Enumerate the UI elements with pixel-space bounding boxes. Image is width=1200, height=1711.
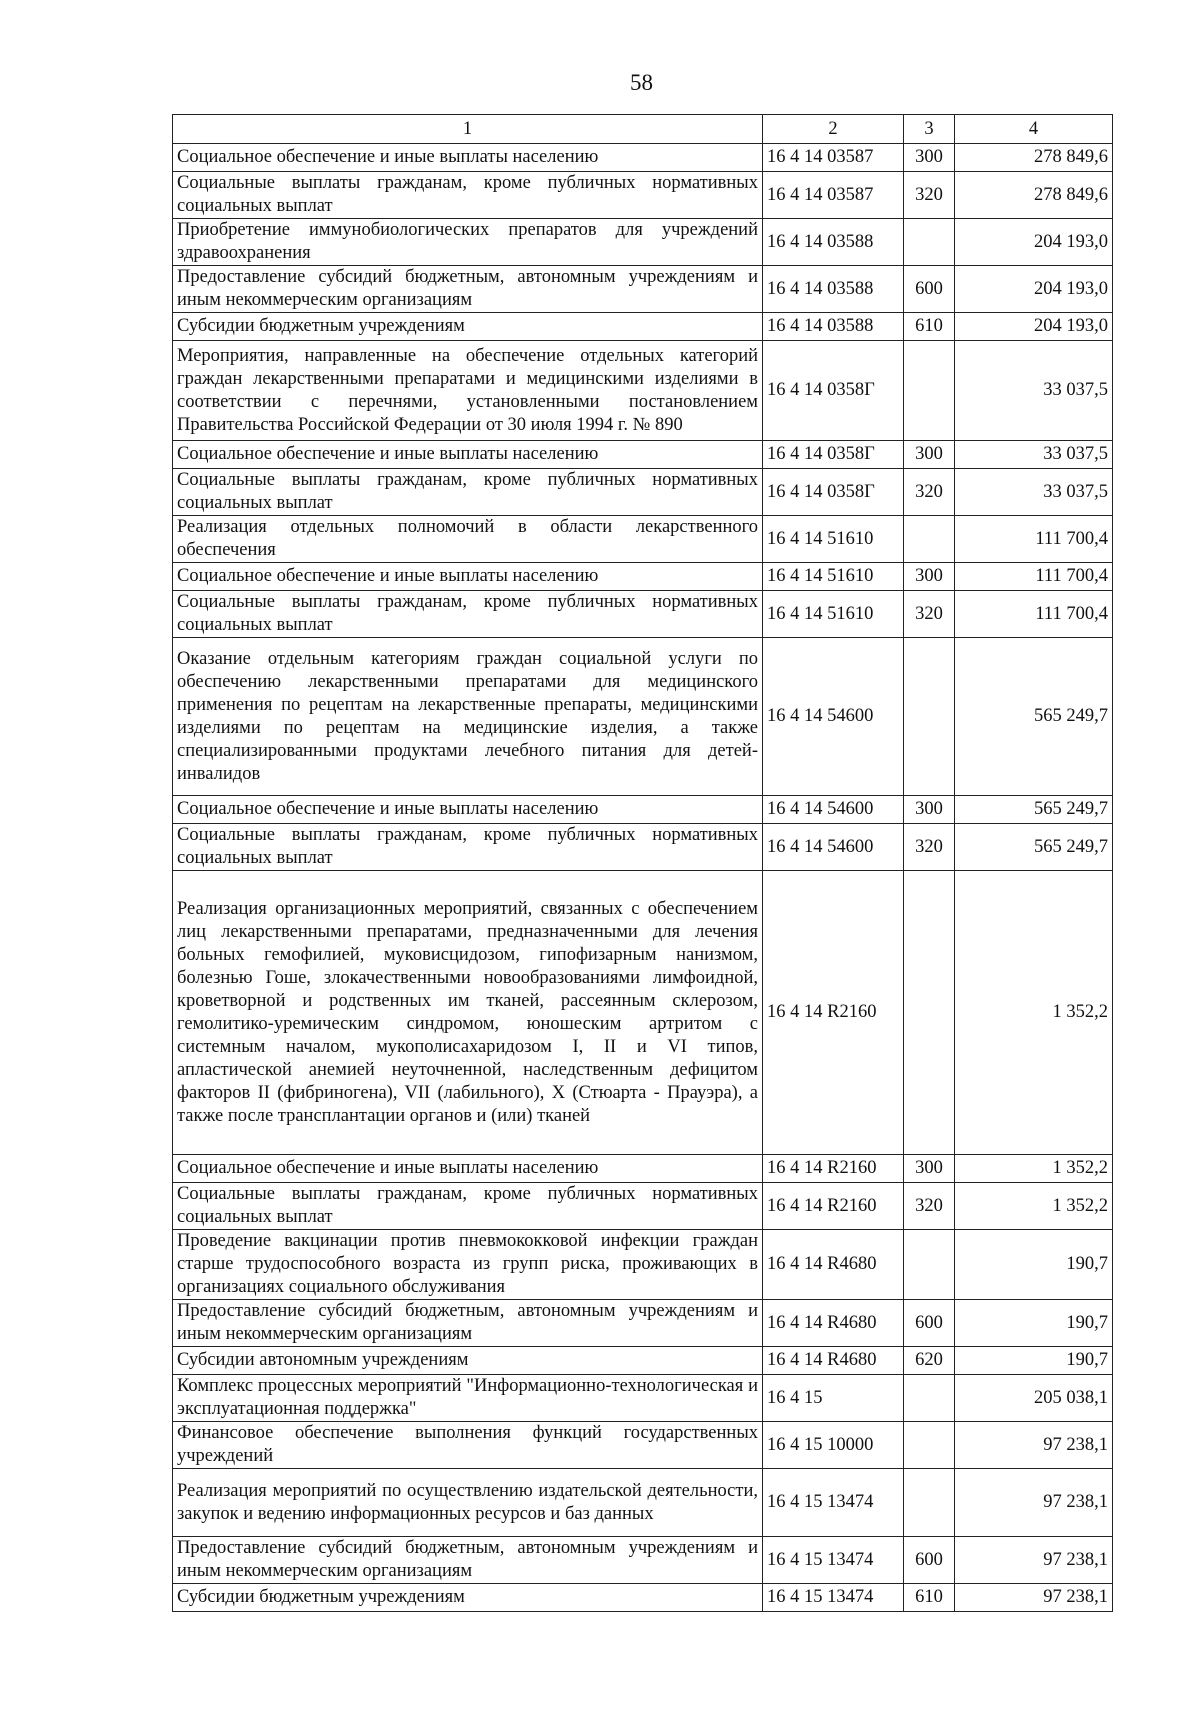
row-code-cell: 16 4 14 54600 bbox=[763, 824, 904, 871]
table-row bbox=[173, 1230, 1113, 1300]
row-code-cell: 16 4 14 51610 bbox=[763, 591, 904, 638]
row-code-cell: 16 4 14 0358Г bbox=[763, 341, 904, 441]
row-name-cell: Социальные выплаты гражданам, кроме публичных нормативных социальных выплат bbox=[173, 469, 763, 516]
row-expense-type-cell: 610 bbox=[904, 1584, 955, 1612]
column-header-4: 4 bbox=[955, 115, 1113, 144]
row-name-cell: Социальные выплаты гражданам, кроме публичных нормативных социальных выплат bbox=[173, 1183, 763, 1230]
row-amount-cell: 190,7 bbox=[955, 1347, 1113, 1375]
row-amount-cell: 278 849,6 bbox=[955, 144, 1113, 172]
row-amount-cell: 190,7 bbox=[955, 1230, 1113, 1300]
row-expense-type-cell: 620 bbox=[904, 1347, 955, 1375]
row-name-cell: Реализация отдельных полномочий в области лекарственного обеспечения bbox=[173, 516, 763, 563]
table-row bbox=[173, 469, 1113, 516]
row-expense-type-cell bbox=[904, 219, 955, 266]
row-name-cell: Предоставление субсидий бюджетным, автономным учреждениям и иным некоммерческим организациям bbox=[173, 266, 763, 313]
row-name-cell: Социальные выплаты гражданам, кроме публичных нормативных социальных выплат bbox=[173, 591, 763, 638]
row-expense-type-cell bbox=[904, 1230, 955, 1300]
row-amount-cell: 1 352,2 bbox=[955, 1183, 1113, 1230]
row-name-cell: Предоставление субсидий бюджетным, автономным учреждениям и иным некоммерческим организациям bbox=[173, 1537, 763, 1584]
row-expense-type-cell bbox=[904, 638, 955, 796]
row-expense-type-cell: 610 bbox=[904, 313, 955, 341]
row-code-cell: 16 4 14 R4680 bbox=[763, 1347, 904, 1375]
row-name-cell: Социальное обеспечение и иные выплаты населению bbox=[173, 1155, 763, 1183]
column-header-2: 2 bbox=[763, 115, 904, 144]
table-row bbox=[173, 172, 1113, 219]
row-amount-cell: 97 238,1 bbox=[955, 1537, 1113, 1584]
row-amount-cell: 204 193,0 bbox=[955, 313, 1113, 341]
row-code-cell: 16 4 14 03588 bbox=[763, 313, 904, 341]
row-amount-cell: 97 238,1 bbox=[955, 1584, 1113, 1612]
row-amount-cell: 111 700,4 bbox=[955, 516, 1113, 563]
table-header-row bbox=[173, 115, 1113, 144]
row-name-cell: Субсидии автономным учреждениям bbox=[173, 1347, 763, 1375]
table-row bbox=[173, 796, 1113, 824]
row-expense-type-cell bbox=[904, 1375, 955, 1422]
row-code-cell: 16 4 14 R2160 bbox=[763, 1155, 904, 1183]
row-name-cell: Социальные выплаты гражданам, кроме публичных нормативных социальных выплат bbox=[173, 172, 763, 219]
table-row bbox=[173, 591, 1113, 638]
row-expense-type-cell: 320 bbox=[904, 824, 955, 871]
row-amount-cell: 565 249,7 bbox=[955, 824, 1113, 871]
row-name-cell: Социальное обеспечение и иные выплаты населению bbox=[173, 144, 763, 172]
row-expense-type-cell: 300 bbox=[904, 563, 955, 591]
row-expense-type-cell: 320 bbox=[904, 469, 955, 516]
row-code-cell: 16 4 14 R2160 bbox=[763, 1183, 904, 1230]
row-expense-type-cell bbox=[904, 1469, 955, 1537]
row-amount-cell: 111 700,4 bbox=[955, 591, 1113, 638]
row-expense-type-cell: 600 bbox=[904, 1300, 955, 1347]
table-row bbox=[173, 1537, 1113, 1584]
row-code-cell: 16 4 14 0358Г bbox=[763, 441, 904, 469]
table-row bbox=[173, 1347, 1113, 1375]
column-header-3: 3 bbox=[904, 115, 955, 144]
row-expense-type-cell: 320 bbox=[904, 1183, 955, 1230]
row-name-cell: Социальное обеспечение и иные выплаты населению bbox=[173, 796, 763, 824]
row-expense-type-cell bbox=[904, 1422, 955, 1469]
row-name-cell: Реализация организационных мероприятий, связанных с обеспечением лиц лекарственными препаратами, предназначенными для лечения больных гемофилией, муковисцидозом, гипофизарным нанизмом, болезнью Гоше, злокачественными новообразованиями лимфоидной, кроветворной и родственных им тканей, рассеянным склерозом, гемолитико-уремическим синдромом, юношеским артритом с системным началом, мукополисахаридозом I, II и VI типов, апластической анемией неуточненной, наследственным дефицитом факторов II (фибриногена), VII (лабильного), X (Стюарта - Прауэра), а также после трансплантации органов и (или) тканей bbox=[173, 871, 763, 1155]
column-header-1: 1 bbox=[173, 115, 763, 144]
row-name-cell: Реализация мероприятий по осуществлению издательской деятельности, закупок и ведению информационных ресурсов и баз данных bbox=[173, 1469, 763, 1537]
row-expense-type-cell: 600 bbox=[904, 266, 955, 313]
row-code-cell: 16 4 14 03588 bbox=[763, 266, 904, 313]
row-expense-type-cell bbox=[904, 516, 955, 563]
row-expense-type-cell: 320 bbox=[904, 591, 955, 638]
row-amount-cell: 204 193,0 bbox=[955, 266, 1113, 313]
table-row bbox=[173, 563, 1113, 591]
row-code-cell: 16 4 14 51610 bbox=[763, 516, 904, 563]
table-row bbox=[173, 1422, 1113, 1469]
row-code-cell: 16 4 14 03588 bbox=[763, 219, 904, 266]
row-name-cell: Комплекс процессных мероприятий "Информационно-технологическая и эксплуатационная поддержка" bbox=[173, 1375, 763, 1422]
row-code-cell: 16 4 14 54600 bbox=[763, 796, 904, 824]
row-expense-type-cell bbox=[904, 341, 955, 441]
table-row bbox=[173, 1375, 1113, 1422]
row-name-cell: Субсидии бюджетным учреждениям bbox=[173, 1584, 763, 1612]
row-amount-cell: 190,7 bbox=[955, 1300, 1113, 1347]
row-name-cell: Финансовое обеспечение выполнения функций государственных учреждений bbox=[173, 1422, 763, 1469]
table-row bbox=[173, 313, 1113, 341]
table-row bbox=[173, 441, 1113, 469]
row-amount-cell: 278 849,6 bbox=[955, 172, 1113, 219]
row-expense-type-cell: 320 bbox=[904, 172, 955, 219]
row-code-cell: 16 4 14 51610 bbox=[763, 563, 904, 591]
budget-table-body bbox=[173, 115, 1113, 1612]
row-code-cell: 16 4 14 0358Г bbox=[763, 469, 904, 516]
row-name-cell: Проведение вакцинации против пневмококковой инфекции граждан старше трудоспособного возраста из групп риска, проживающих в организациях социального обслуживания bbox=[173, 1230, 763, 1300]
table-row bbox=[173, 1183, 1113, 1230]
row-name-cell: Социальные выплаты гражданам, кроме публичных нормативных социальных выплат bbox=[173, 824, 763, 871]
row-amount-cell: 97 238,1 bbox=[955, 1422, 1113, 1469]
row-expense-type-cell: 300 bbox=[904, 144, 955, 172]
row-code-cell: 16 4 15 13474 bbox=[763, 1469, 904, 1537]
row-code-cell: 16 4 14 R2160 bbox=[763, 871, 904, 1155]
row-amount-cell: 205 038,1 bbox=[955, 1375, 1113, 1422]
row-amount-cell: 33 037,5 bbox=[955, 341, 1113, 441]
row-code-cell: 16 4 15 10000 bbox=[763, 1422, 904, 1469]
row-amount-cell: 565 249,7 bbox=[955, 638, 1113, 796]
row-expense-type-cell: 300 bbox=[904, 796, 955, 824]
row-amount-cell: 97 238,1 bbox=[955, 1469, 1113, 1537]
row-code-cell: 16 4 15 13474 bbox=[763, 1537, 904, 1584]
row-expense-type-cell: 600 bbox=[904, 1537, 955, 1584]
table-row bbox=[173, 1469, 1113, 1537]
table-row bbox=[173, 266, 1113, 313]
row-code-cell: 16 4 15 13474 bbox=[763, 1584, 904, 1612]
row-expense-type-cell: 300 bbox=[904, 441, 955, 469]
row-amount-cell: 33 037,5 bbox=[955, 469, 1113, 516]
table-row bbox=[173, 1584, 1113, 1612]
row-name-cell: Предоставление субсидий бюджетным, автономным учреждениям и иным некоммерческим организациям bbox=[173, 1300, 763, 1347]
row-expense-type-cell bbox=[904, 871, 955, 1155]
row-code-cell: 16 4 14 03587 bbox=[763, 144, 904, 172]
table-row bbox=[173, 871, 1113, 1155]
table-row bbox=[173, 144, 1113, 172]
row-amount-cell: 204 193,0 bbox=[955, 219, 1113, 266]
row-name-cell: Социальное обеспечение и иные выплаты населению bbox=[173, 441, 763, 469]
table-row bbox=[173, 516, 1113, 563]
table-row bbox=[173, 219, 1113, 266]
row-name-cell: Приобретение иммунобиологических препаратов для учреждений здравоохранения bbox=[173, 219, 763, 266]
row-name-cell: Субсидии бюджетным учреждениям bbox=[173, 313, 763, 341]
row-amount-cell: 1 352,2 bbox=[955, 871, 1113, 1155]
table-row bbox=[173, 638, 1113, 796]
table-row bbox=[173, 1155, 1113, 1183]
row-amount-cell: 565 249,7 bbox=[955, 796, 1113, 824]
table-row bbox=[173, 1300, 1113, 1347]
row-code-cell: 16 4 14 R4680 bbox=[763, 1300, 904, 1347]
row-code-cell: 16 4 15 bbox=[763, 1375, 904, 1422]
row-code-cell: 16 4 14 03587 bbox=[763, 172, 904, 219]
row-name-cell: Социальное обеспечение и иные выплаты населению bbox=[173, 563, 763, 591]
row-code-cell: 16 4 14 54600 bbox=[763, 638, 904, 796]
page-number: 58 bbox=[630, 70, 653, 95]
table-row bbox=[173, 824, 1113, 871]
budget-table bbox=[172, 114, 1113, 1612]
row-name-cell: Мероприятия, направленные на обеспечение отдельных категорий граждан лекарственными препаратами и медицинскими изделиями в соответствии с перечнями, установленными постановлением Правительства Российской Федерации от 30 июля 1994 г. № 890 bbox=[173, 341, 763, 441]
row-code-cell: 16 4 14 R4680 bbox=[763, 1230, 904, 1300]
row-name-cell: Оказание отдельным категориям граждан социальной услуги по обеспечению лекарственными препаратами для медицинского применения по рецептам на лекарственные препараты, медицинскими изделиями по рецептам на медицинские изделия, а также специализированными продуктами лечебного питания для детей-инвалидов bbox=[173, 638, 763, 796]
row-amount-cell: 33 037,5 bbox=[955, 441, 1113, 469]
row-amount-cell: 111 700,4 bbox=[955, 563, 1113, 591]
row-expense-type-cell: 300 bbox=[904, 1155, 955, 1183]
table-row bbox=[173, 341, 1113, 441]
row-amount-cell: 1 352,2 bbox=[955, 1155, 1113, 1183]
